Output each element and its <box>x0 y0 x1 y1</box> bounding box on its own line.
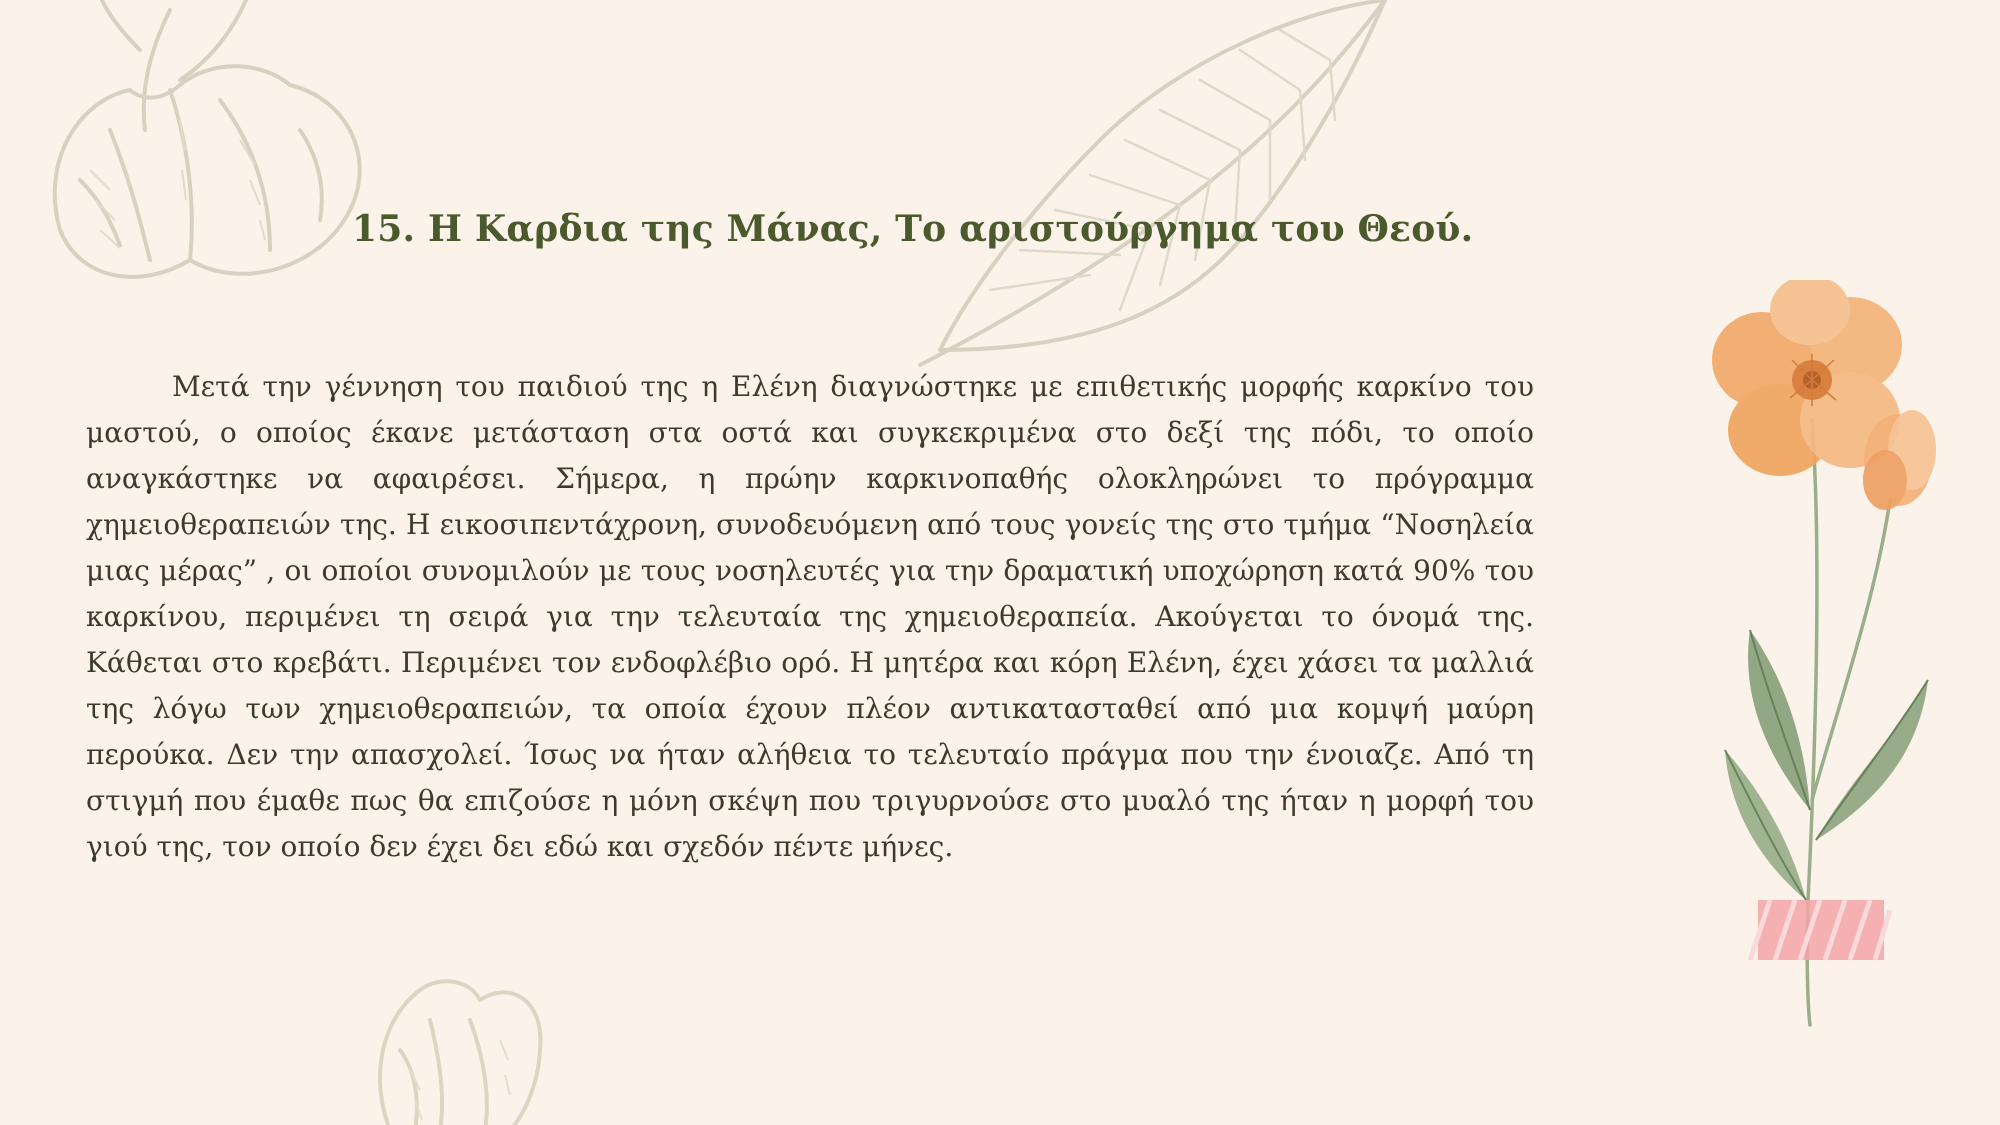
sketch-flower-icon <box>20 0 380 310</box>
watercolor-flower-icon <box>1700 280 1970 1040</box>
sketch-leaf-icon <box>880 0 1400 380</box>
page-title: 15. Η Καρδια της Μάνας, Το αριστούργημα του Θεού. <box>352 208 1474 250</box>
sketch-flower-bud-icon <box>370 960 550 1125</box>
body-paragraph: Μετά την γέννηση του παιδιού της η Ελένη διαγνώστηκε με επιθετικής μορφής καρκίνο του μαστού, ο οποίος έκανε μετάσταση στα οστά και συγκεκριμένα στο δεξί της πόδι, το οποίο αναγκάστηκε να αφαιρέσει. Σήμερα, η πρώην καρκινοπαθής ολοκληρώνει το πρόγραμμα χημειοθεραπειών της. Η εικοσιπεντάχρονη, συνοδευόμενη από τους γονείς της στο τμήμα “Νοσηλεία μιας μέρας” , οι οποίοι συνομιλούν με τους νοσηλευτές για την δραματική υποχώρηση κατά 90% του καρκίνου, περιμένει τη σειρά για την τελευταία της χημειοθεραπεία. Ακούγεται το όνομά της. Κάθεται στο κρεβάτι. Περιμένει τον ενδοφλέβιο ορό. Η μητέρα και κόρη Ελένη, έχει χάσει τα μαλλιά της λόγω των χημειοθεραπειών, τα οποία έχουν πλέον αντικατασταθεί από μια κομψή μαύρη περούκα. Δεν την απασχολεί. Ίσως να ήταν αλήθεια το τελευταίο πράγμα που την ένοιαζε. Από τη στιγμή που έμαθε πως θα επιζούσε η μόνη σκέψη που τριγυρνούσε στο μυαλό της ήταν η μορφή του γιού της, τον οποίο δεν έχει δει εδώ και σχεδόν πέντε μήνες. <box>86 370 1534 863</box>
